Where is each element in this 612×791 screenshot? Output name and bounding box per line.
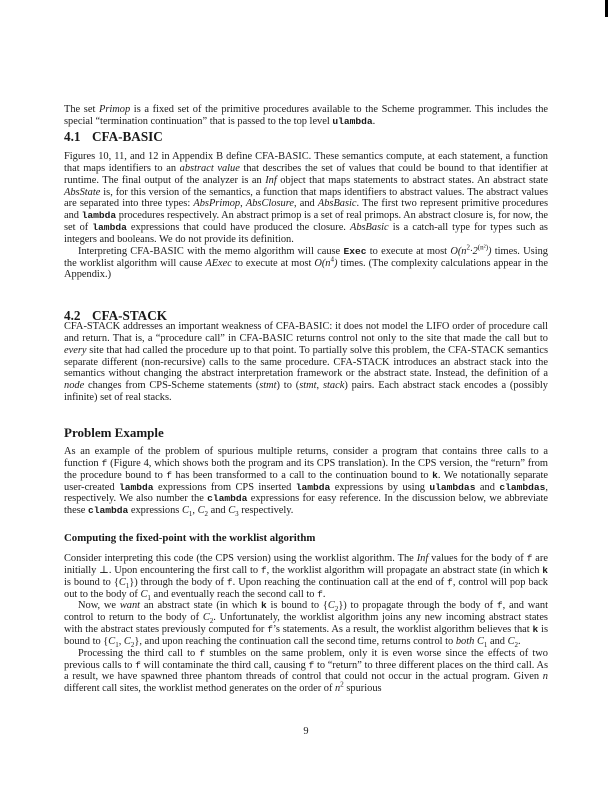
section-4-2-body [64, 321, 548, 404]
text-run: procedures respectively. An abstract primop is a set of real primops. An abstract closure is, for now, the set of [64, 210, 548, 234]
italic-text: AbsClosure [245, 198, 294, 210]
scan-edge-mark [605, 0, 608, 17]
text-run: expressions from CPS inserted [153, 481, 296, 493]
paragraph [64, 104, 548, 128]
text-run: }) to propagate through the body of [338, 600, 497, 612]
subscript: 2 [514, 640, 519, 649]
italic-text: ·2 [469, 245, 478, 257]
text-run: are initially ⊥. Upon encountering the first call to [64, 553, 548, 576]
italic-text: Inf [416, 553, 429, 564]
italic-text: AExec [205, 257, 232, 269]
italic-text: stmt [259, 380, 277, 392]
text-run: ) pairs. Each abstract stack encodes a (possibly infinite) set of real stacks. [64, 380, 548, 404]
subscript: 1 [188, 510, 193, 519]
paragraph [64, 648, 548, 695]
intro-text [64, 104, 548, 128]
fixed-point-heading: Computing the fixed-point with the worklist algorithm [64, 532, 316, 544]
italic-text: node [64, 380, 85, 392]
italic-text: C [327, 600, 335, 612]
fixed-point-body [64, 553, 548, 695]
text-run: As an example of the problem of spurious multiple returns, consider a program that contains three calls to a function [64, 446, 548, 469]
section-number: 4.2 [64, 308, 81, 323]
code-text: k [432, 469, 438, 481]
text-run: times. Using the worklist algorithm will cause [64, 245, 548, 269]
code-text: f [496, 600, 503, 612]
code-text: f [260, 564, 267, 576]
text-run: CFA-STACK addresses an important weakness of CFA-BASIC: it does not model the LIFO order of procedure call and return. That is, a “procedure call” in CFA-BASIC returns control not only to the site that made the call but to [64, 321, 548, 344]
text-run: Now, we [78, 600, 120, 612]
code-text: lambda [81, 210, 117, 222]
text-run: . The first two represent primitive procedures and [64, 198, 549, 222]
text-run: that describes the set of values that could be bound to that identifier at runtime. The final output of the analyzer is an [64, 162, 548, 186]
text-run: expressions [128, 505, 182, 517]
text-run: . We notationally separate user-created [64, 469, 548, 493]
text-run: is a catch-all type for types such as integers and booleans. We do not provide its definition. [64, 222, 548, 245]
text-run: and [487, 635, 508, 647]
text-run: ) to ( [276, 380, 300, 392]
code-text: ulambdas [429, 481, 476, 493]
code-text: clambdas [499, 481, 546, 493]
subscript: 2 [334, 605, 339, 614]
text-run: , [316, 380, 323, 392]
superscript: (n²) [477, 243, 489, 252]
text-run: , the worklist algorithm will propagate an abstract state (in which [266, 564, 543, 576]
italic-text: ) [334, 257, 338, 269]
text-run: an abstract state (in which [140, 600, 261, 612]
subscript: 1 [147, 593, 151, 602]
text-run: is bound to { [266, 600, 328, 612]
code-text: clambda [207, 493, 248, 505]
subscript: 1 [115, 640, 119, 649]
subscript: 2 [209, 617, 214, 626]
code-text: ulambda [332, 115, 373, 127]
italic-text: C [123, 635, 131, 647]
text-run: }, and upon reaching the continuation call the second time, returns control to [134, 635, 456, 647]
italic-text: AbsState [64, 186, 101, 198]
text-run: times. (The complexity calculations appear in the Appendix.) [64, 257, 548, 281]
paragraph [64, 600, 548, 647]
italic-text: n [335, 683, 341, 695]
section-heading-4-1 [64, 129, 163, 145]
code-text: f [166, 469, 173, 481]
text-run: is bound to { [64, 576, 119, 588]
text-run: site that had called the procedure up to that point. To partially solve this problem, the CFA-STACK semantics separate different (non-recursive) calls to the same procedure. CFA-STACK introduces an abstract stack into the semantics without changing the abstract interpretation framework or the abstract state. Instead, the definition of a [64, 344, 548, 380]
text-run: . Upon reaching the continuation call at the end of [232, 576, 448, 588]
text-run: to execute at most [231, 257, 315, 269]
italic-text: both [455, 635, 475, 647]
paragraph [64, 321, 548, 404]
text-run: spurious [343, 683, 382, 695]
text-run: is, for this version of the semantics, a function that maps identifiers to abstract values. The abstract values are separated into three types: [64, 186, 548, 210]
text-run: expressions for easy reference. In the discussion below, we abbreviate these [64, 493, 548, 517]
text-run: . [518, 635, 521, 647]
text-run: Consider interpreting this code (the CPS version) using the worklist algorithm. The [64, 553, 417, 564]
text-run: }) through the body of [129, 576, 227, 588]
italic-text: C [197, 505, 205, 517]
text-run: different call sites, the worklist method generates on the order of [64, 683, 336, 695]
text-run: , control will pop back out to the body of [64, 576, 548, 600]
code-text: f [447, 576, 453, 588]
problem-example-heading: Problem Example [64, 425, 164, 440]
text-run: Processing the third call to [78, 647, 200, 659]
italic-text: AbsPrimop [193, 198, 241, 210]
paragraph [64, 446, 548, 517]
text-run: to “return” to three different places on the third call. As a result, we have spawned three phantom threads of control that could not occur in the actual program. Given [64, 659, 548, 683]
text-run: . [372, 115, 376, 127]
text-run: (Figure 4, which shows both the program and its CPS translation). In the CPS version, the “return” from the procedure bound to [64, 457, 548, 481]
text-run: Figures 10, 11, and 12 in Appendix B define CFA-BASIC. These semantics compute, at each statement, a function that maps identifiers to an [64, 151, 548, 174]
code-text: f [135, 659, 141, 671]
text-run: and [208, 505, 229, 517]
italic-text: C [228, 505, 236, 517]
code-text: k [542, 564, 549, 576]
italic-text: C [202, 612, 210, 624]
paragraph [64, 243, 548, 282]
text-run: is a fixed set of the primitive procedures available to the Scheme programmer. This includes the special “termination continuation” that is passed to the top level [64, 104, 548, 127]
code-text: k [260, 600, 267, 612]
code-text: f [267, 624, 273, 636]
text-run: will contaminate the third call, causing [140, 659, 309, 671]
italic-text: O(n [450, 245, 467, 257]
paragraph [64, 151, 548, 246]
text-run: , [118, 635, 124, 647]
italic-text: want [119, 600, 141, 612]
section-number: 4.1 [64, 129, 81, 144]
italic-text: AbsBasic [317, 198, 357, 210]
text-run: , [192, 505, 198, 517]
subscript: 2 [204, 510, 209, 519]
code-text: f [526, 553, 533, 564]
superscript: 4 [330, 255, 335, 264]
superscript: 2 [340, 680, 344, 689]
italic-text: C [476, 635, 484, 647]
text-run: expressions that could have produced the closure. [126, 222, 350, 234]
subscript: 2 [130, 640, 135, 649]
section-title: CFA-BASIC [92, 129, 163, 144]
text-run: and [475, 481, 500, 493]
italic-text: C [108, 635, 116, 647]
text-run: The set [64, 104, 99, 115]
code-text: f [101, 457, 108, 469]
italic-text: stack [322, 380, 345, 392]
italic-text: C [140, 588, 148, 600]
italic-text: Inf [265, 174, 277, 186]
text-run: to execute at most [366, 245, 451, 257]
text-run: values for the body of [428, 553, 527, 564]
italic-text: ) [488, 245, 492, 257]
italic-text: abstract value [179, 162, 240, 174]
paragraph [64, 553, 548, 600]
problem-example-body [64, 446, 548, 517]
code-text: f [226, 576, 233, 588]
text-run: respectively. [238, 505, 294, 517]
italic-text: C [181, 505, 189, 517]
section-4-1-body [64, 151, 548, 281]
code-text: lambda [295, 481, 331, 493]
code-text: lambda [118, 481, 154, 493]
text-run: , [240, 198, 246, 210]
italic-text: AbsBasic [349, 222, 389, 234]
text-run: , and want control to return to the body of [64, 600, 549, 624]
superscript: 2 [466, 243, 470, 252]
text-run: ’s statements. As a result, the worklist algorithm believes that [272, 624, 533, 636]
italic-text: stmt [299, 380, 317, 392]
subscript: 1 [483, 640, 488, 649]
italic-text: every [64, 344, 87, 356]
text-run: is bound to { [64, 624, 548, 647]
code-text: f [199, 647, 206, 659]
code-text: f [308, 659, 315, 671]
italic-text: O(n [314, 257, 331, 269]
page-number: 9 [303, 726, 309, 737]
text-run: expressions by using [330, 481, 430, 493]
text-run: . [322, 588, 326, 600]
text-run: Interpreting CFA-BASIC with the memo algorithm will cause [78, 245, 344, 257]
text-run: and eventually reach the second call to [150, 588, 318, 600]
italic-text: C [118, 576, 126, 588]
code-text: Exec [343, 245, 367, 257]
section-title: CFA-STACK [92, 308, 167, 323]
code-text: lambda [92, 222, 127, 234]
code-text: k [532, 624, 539, 636]
italic-text: n [542, 671, 548, 683]
text-run: changes from CPS-Scheme statements ( [84, 380, 260, 392]
subscript: 1 [125, 581, 130, 590]
text-run: , and [293, 198, 318, 210]
code-text: f [317, 588, 323, 600]
subscript: 3 [235, 510, 239, 519]
italic-text: Primop [98, 104, 131, 115]
code-text: clambda [87, 505, 129, 517]
text-run: has been transformed to a call to the continuation bound to [172, 469, 433, 481]
text-run: stumbles on the same problem, only it is even worse since the effects of two previous calls to [64, 647, 548, 671]
text-run: . Unfortunately, the worklist algorithm joins any new incoming abstract states with the abstract states previously computed for [64, 612, 548, 636]
text-run: object that maps statements to abstract states. An abstract state [276, 174, 548, 186]
italic-text: C [507, 635, 515, 647]
text-run: , respectively. We also number the [64, 481, 548, 505]
